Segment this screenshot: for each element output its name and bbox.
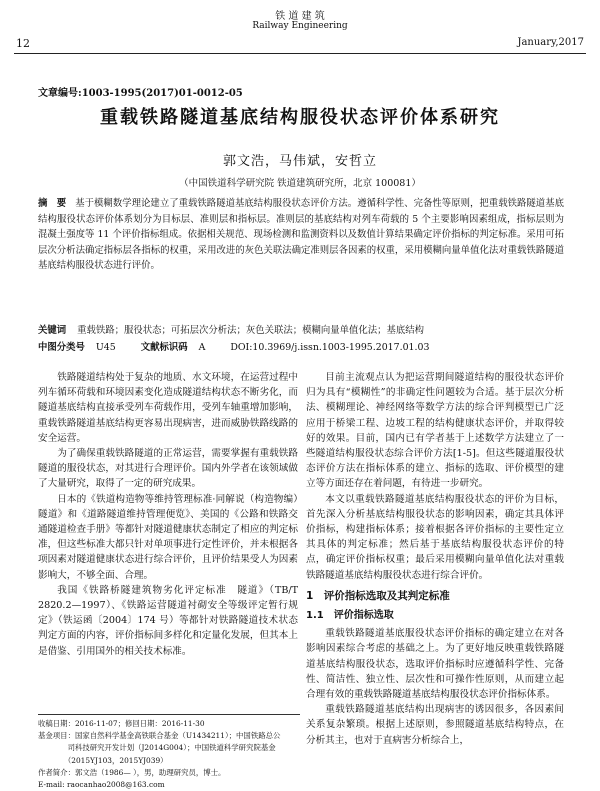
abstract-text: 基于模糊数学理论建立了重载铁路隧道基底结构服役状态评价方法。遵循科学性、完备性等原则，把重载铁路隧道基底结构服役状态评价体系划分为目标层、准则层和指标层。准则层的基底结构对列车荷载的 5 个主要影响因素组成，指标层则为混凝土强度等 11 个评价指标组成。依据相关规范、现场检测和监测资料以及数值计算结果确定评价指标的判定标准。采用可拓层次分析法确定指标层各指标的权重，采用改进的灰色关联法确定准则层各因素的权重，采用模糊向量单值化法对重载铁路隧道基底结构服役状态进行评价。: [38, 198, 564, 272]
paragraph: 重载铁路隧道基底服役状态评价指标的确定建立在对各影响因素综合考虑的基础之上。为了更好地反映重载铁路隧道基底结构服役状态，选取评价指标时应遵循科学性、完备性、简洁性、独立性、层次性和可操作性原则，从而建立起合理有效的重载铁路隧道基底结构服役状态评价指标体系。: [306, 628, 564, 701]
paragraph: 日本的《铁道构造物等维持管理标准·同解说（构造物编）隧道》和《道路隧道维持管理便览》、美国的《公路和铁路交通隧道检查手册》等都针对隧道健康状态制定了相应的判定标准，但这些标准大都只针对单项事进行定性评价，并未根据各项因素对隧道健康状态进行综合评价，且评价结果受人为因素影响大，不够全面、合理。: [38, 493, 298, 581]
footnote-rule: [38, 714, 300, 715]
keywords-label: 关键词: [38, 325, 67, 336]
footnote-line: E-mail: raocanhao2008@163.com: [38, 780, 165, 790]
clc-label: 中图分类号: [38, 342, 85, 353]
section-heading: 1 评价指标选取及其判定标准: [306, 589, 450, 602]
journal-name-en: Railway Engineering: [252, 21, 348, 31]
doc-code-label: 文献标识码: [140, 342, 188, 353]
paragraph: 目前主流观点认为把运营期间隧道结构的服役状态评价归为具有“模糊性”的非确定性问题较为合适。基于层次分析法、模糊理论、神经网络等数学方法的综合评判模型已广泛应用于桥梁工程、边坡工程的结构健康状态评价，并取得较好的效果。目前，国内已有学者基于上述数学方法建立了一些隧道结构服役状态综合评价方法[1-5]。但这些隧道服役状态评价方法在指标体系的建立、指标的选取、评价模型的建立等方面还存在着问题，有待进一步研究。: [306, 372, 564, 490]
author-list: 郭文浩，马伟斌，安哲立: [222, 154, 377, 169]
footnote-line: 基金项目：国家自然科学基金高铁联合基金（U1434211）；中国铁路总公: [38, 731, 281, 741]
paragraph: 为了确保重载铁路隧道的正常运营，需要掌握有重载铁路隧道的服役状态，对其进行合理评价。国内外学者在该领域做了大量研究，取得了一定的研究成果。: [38, 448, 298, 490]
article-title: 重载铁路隧道基底结构服役状态评价体系研究: [100, 107, 500, 128]
paragraph: 铁路隧道结构处于复杂的地质、水文环境，在运营过程中列车循环荷载和环境因素变化造成隧道结构状态不断劣化，而隧道基底结构直接承受列车荷载作用，受列车轴重增加影响，重载铁路隧道基底结构更容易出现病害，进而威胁铁路线路的安全运营。: [38, 372, 298, 444]
clc-value: U45: [95, 342, 116, 353]
footnote-line: （2015YJ103，2015YJ039）: [38, 755, 168, 765]
doi: DOI:10.3969/j.issn.1003-1995.2017.01.03: [230, 342, 430, 353]
journal-name-cn: 铁 道 建 筑: [275, 11, 325, 22]
footnote-line: 司科技研究开发计划（J2014G004）；中国铁道科学研究院基金: [38, 743, 276, 753]
paragraph: 我国《铁路桥隧建筑物劣化评定标准 隧道》（TB/T 2820.2—1997）、《铁路运营隧道衬砌安全等级评定暂行规定》（铁运函〔2004〕174 号）等都针对铁路隧道技术状态判定方面的内容，评价指标间多样化和定量化发展，但其本上是借鉴、引用国外的相关技术标准。: [38, 584, 298, 657]
classification-line: [38, 339, 564, 353]
doc-code-value: A: [198, 342, 206, 353]
page-number: 12: [16, 37, 30, 50]
right-column: [306, 370, 564, 748]
subsection-heading: 1.1 评价指标选取: [306, 610, 394, 622]
footnote-line: 作者简介：郭文浩（1986— ），男，助理研究员，博士。: [38, 767, 226, 777]
header-rule: [14, 53, 586, 54]
paragraph: 本文以重载铁路隧道基底结构服役状态的评价为目标，首先深入分析基底结构服役状态的影响因素，确定其具体评价指标，构建指标体系；接着根据各评价指标的主要性定立其具体的判定标准；然后基于基底结构服役状态评价的特点，确定评价指标权重；最后采用模糊向量单值化法对重载铁路隧道基底结构服役状态进行综合评价。: [306, 493, 564, 581]
abstract: [38, 196, 564, 274]
left-column: [38, 370, 298, 659]
keywords-line: [38, 322, 564, 336]
footnotes: [38, 718, 300, 791]
document-id: 文章编号:1003-1995(2017)01-0012-05: [38, 88, 243, 99]
keywords-text: 重载铁路；服役状态；可拓层次分析法；灰色关联法；模糊向量单值化法；基底结构: [77, 325, 425, 336]
affiliation: （中国铁道科学研究院 铁道建筑研究所，北京 100081）: [179, 178, 421, 189]
issue-date: January,2017: [517, 37, 584, 48]
abstract-label: 摘 要: [38, 198, 67, 209]
paragraph: 重载铁路隧道基底结构出现病害的诱因很多，各因素间关系复杂繁琐。根据上述原则，参照隧道基底结构特点，在分析其主，也对于直病害分析综合上，: [306, 704, 564, 746]
footnote-line: 收稿日期：2016-11-07；修回日期：2016-11-30: [38, 719, 205, 728]
